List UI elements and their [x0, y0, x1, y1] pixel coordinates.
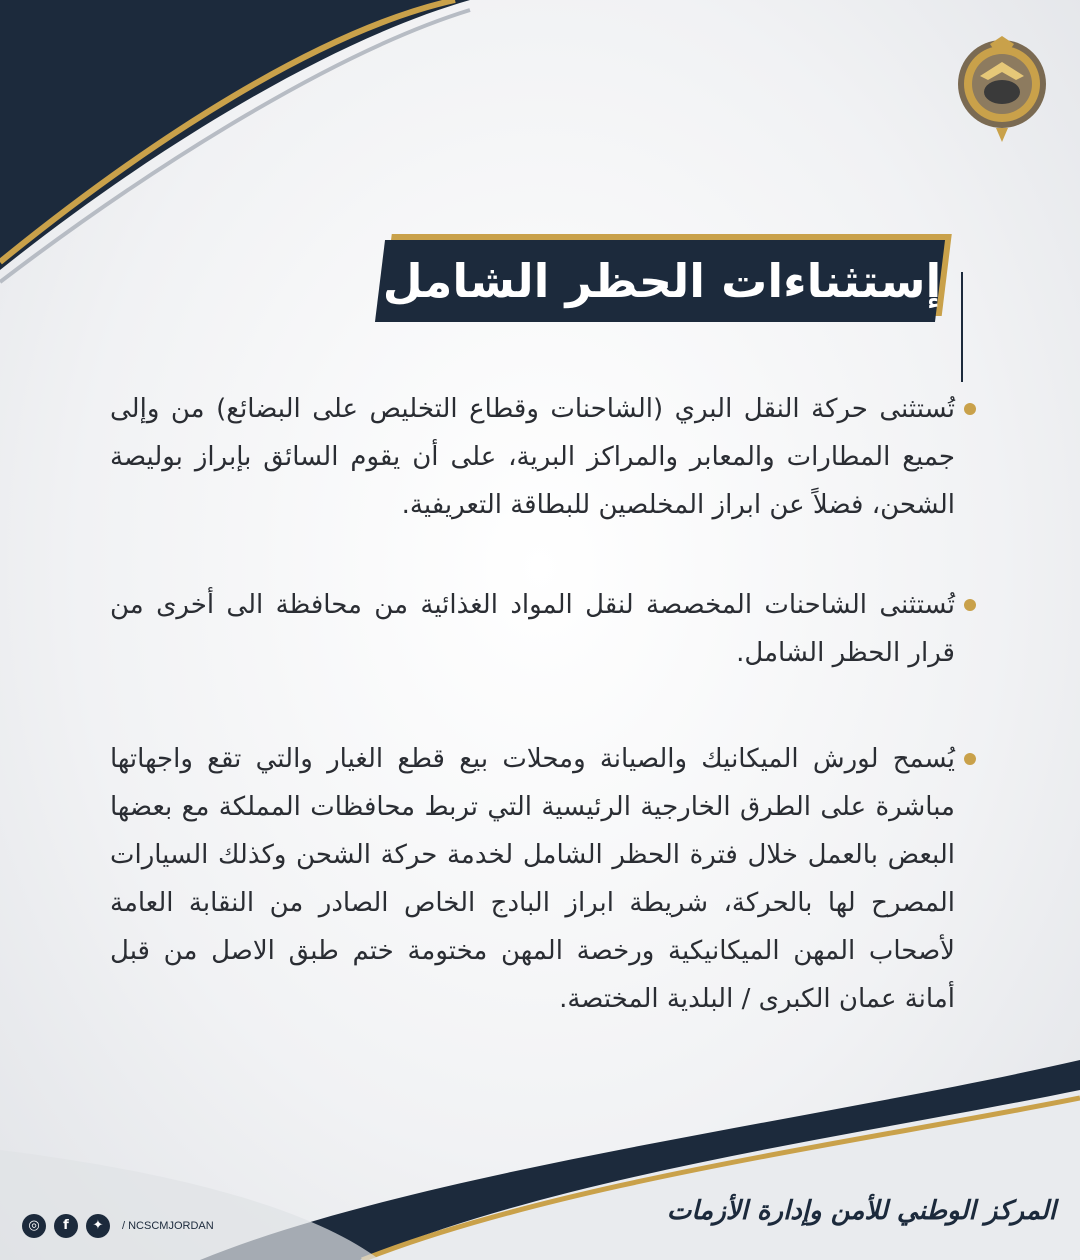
list-item-text: تُستثنى الشاحنات المخصصة لنقل المواد الغذائية من محافظة الى أخرى من قرار الحظر الشامل. — [110, 590, 955, 668]
exceptions-list — [110, 385, 955, 1069]
bullet-icon — [964, 753, 976, 765]
page-title: إستثناءات الحظر الشامل — [382, 254, 942, 308]
facebook-icon[interactable]: f — [54, 1214, 78, 1238]
bottom-left-fade — [0, 1150, 380, 1260]
twitter-icon[interactable]: ✦ — [86, 1214, 110, 1238]
instagram-icon[interactable]: ◎ — [22, 1214, 46, 1238]
social-footer — [22, 1212, 214, 1240]
list-item-text: يُسمح لورش الميكانيك والصيانة ومحلات بيع قطع الغيار والتي تقع واجهاتها مباشرة على الطرق الخارجية الرئيسية التي تربط محافظات المملكة مع بعضها البعض بالعمل خلال فترة الحظر الشامل لخدمة حركة الشحن وكذلك السيارات المصرح لها بالحركة، شريطة ابراز البادج الخاص الصادر من النقابة العامة لأصحاب المهن الميكانيكية ورخصة المهن مختومة ختم طبق الاصل من قبل أمانة عمان الكبرى / البلدية المختصة. — [110, 744, 955, 1014]
list-item — [110, 581, 955, 677]
organization-signature: المركز الوطني للأمن وإدارة الأزمات — [666, 1196, 1056, 1226]
emblem-logo-icon — [952, 36, 1052, 146]
social-handle: / NCSCMJORDAN — [122, 1220, 214, 1232]
list-item-text: تُستثنى حركة النقل البري (الشاحنات وقطاع التخليص على البضائع) من وإلى جميع المطارات والمعابر والمراكز البرية، على أن يقوم السائق بإبراز بوليصة الشحن، فضلاً عن ابراز المخلصين للبطاقة التعريفية. — [110, 394, 955, 520]
bottom-right-gray-band — [360, 1090, 1080, 1260]
list-item — [110, 385, 955, 529]
list-item — [110, 735, 955, 1023]
title-connector-line — [960, 272, 964, 382]
bullet-icon — [964, 599, 976, 611]
bullet-icon — [964, 403, 976, 415]
title-banner — [372, 228, 962, 368]
